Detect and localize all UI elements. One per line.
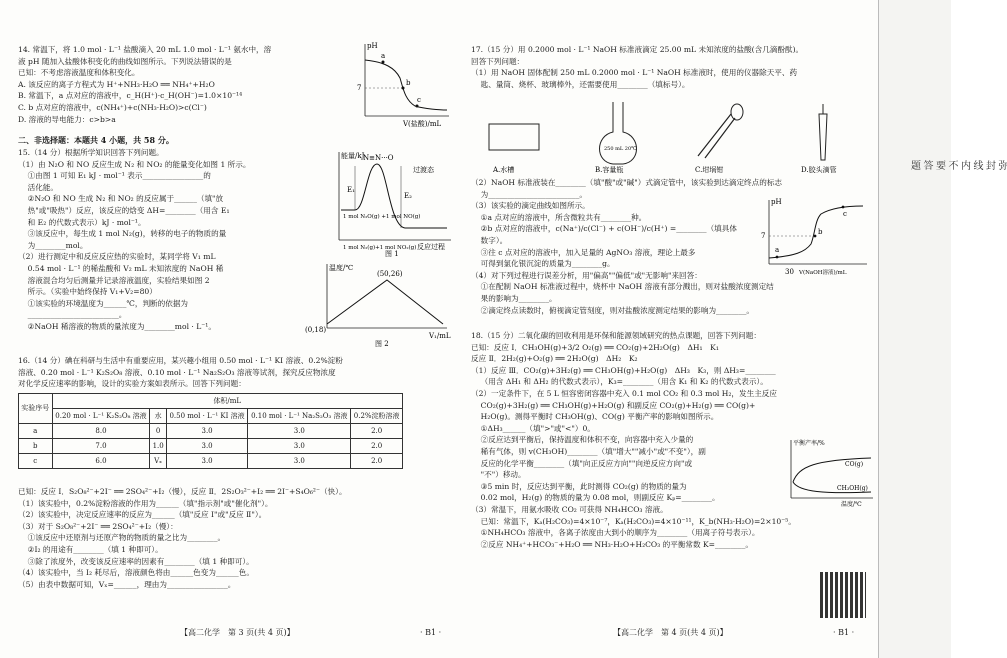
svg-text:C.坩埚钳: C.坩埚钳	[695, 166, 724, 174]
text-line: 14. 常温下，将 1.0 mol · L⁻¹ 盐酸滴入 20 mL 1.0 mol · L⁻¹ 氨水中，溶	[18, 45, 272, 54]
text-line: （1）该实验中，0.2%淀粉溶液的作用为______（填"指示剂"或"催化剂"）。	[18, 498, 273, 508]
text-line: （5）由表中数据可知，Vₓ=______，理由为________________。	[18, 579, 236, 589]
text-line: 匙、量筒、烧杯、玻璃棒外，还需要使用________（填标号）。	[471, 79, 690, 89]
svg-text:过渡态: 过渡态	[413, 166, 434, 174]
text-line: ③往 c 点对应的溶液中，加入足量的 AgNO₃ 溶液，理论上最多	[471, 247, 696, 257]
text-line: ①ΔH₃______（填">"或"<"）0。	[471, 423, 595, 433]
text-line: 可得到氯化银沉淀的质量为________g。	[471, 259, 615, 269]
text-line: （4）该实验中，当 I₂ 耗尽后，溶液颜色将由______色变为______色。	[18, 568, 254, 578]
svg-text:N≡N···O: N≡N···O	[363, 154, 394, 162]
ph-axis-label: pH	[367, 42, 378, 50]
text-line: 已知：不考虑溶液温度和体积变化。	[18, 68, 140, 78]
text-line: 16.（14 分）碘在科研与生活中有重要应用，某兴趣小组用 0.50 mol · L⁻¹ KI 溶液、0.2%淀粉	[18, 356, 343, 365]
margin-char: 要	[933, 160, 945, 172]
text-line: A. 该反应的离子方程式为 H⁺+NH₃·H₂O ══ NH₄⁺+H₂O	[18, 79, 215, 89]
point-a	[382, 61, 385, 64]
text-line: ②反应 NH₄⁺+HCO₃⁻+H₂O ══ NH₃·H₂O+H₂CO₃ 的平衡常数 K=________。	[471, 539, 753, 549]
text-line: （用含 ΔH₁ 和 ΔH₂ 的代数式表示），K₃=________（用含 K₁ 和 K₂ 的代数式表示）。	[471, 377, 768, 387]
text-line: 为________mol。	[18, 240, 88, 250]
question-15	[18, 147, 328, 333]
text-line: 回答下列问题：	[471, 56, 525, 66]
svg-text:c: c	[843, 210, 847, 218]
text-line: 已知：反应 Ⅰ．CH₃OH(g)+3/2 O₂(g) ══ CO₂(g)+2H₂O(g) ΔH₁ K₁	[471, 342, 719, 352]
energy-diagram-fig1	[325, 148, 455, 258]
text-line: （1）反应 Ⅲ．CO₂(g)+3H₂(g) ══ CH₃OH(g)+H₂O(g) ΔH₃ K₃，则 ΔH₃=________	[471, 365, 776, 375]
svg-text:c: c	[417, 96, 421, 104]
margin-char: 不	[946, 160, 957, 172]
svg-text:a: a	[381, 52, 386, 60]
text-line: （1）由 N₂O 和 NO 反应生成 N₂ 和 NO₂ 的能量变化如图 1 所示。	[18, 159, 251, 169]
text-line: 18.（15 分）二氧化碳的回收利用是环保和能源领域研究的热点课题，回答下列问题：	[471, 331, 761, 340]
svg-text:图 1: 图 1	[385, 250, 399, 258]
yield-curve-figure	[785, 436, 877, 508]
text-line: 15.（14 分）根据所学知识回答下列问题。	[18, 148, 164, 157]
text-line: （1）用 NaOH 固体配制 250 mL 0.2000 mol · L⁻¹ NaOH 标准液时，使用的仪器除天平、药	[471, 68, 798, 78]
text-line: 热"或"吸热"）反应，该反应的焓变 ΔH=________（用含 E₁	[18, 205, 230, 215]
point-c	[416, 105, 419, 108]
temperature-curve-fig2	[305, 258, 455, 350]
section-2-heading: 二、非选择题：本题共 4 小题，共 58 分。	[18, 135, 174, 145]
experiment-table: 实验序号 体积/mL 0.20 mol · L⁻¹ K₂S₂O₈ 溶液 水 0.50 mol · L⁻¹ KI 溶液 0.10 mol · L⁻¹ Na₂S₂O₃ 溶液 0.2%淀粉溶液 a 8.0 0 3.0 3.0 2.0 b 7.0 1.0 3.0 3.0 2.0 c 6.0 Vₓ 3.0 3.0 2.0	[18, 393, 403, 469]
text-line: ①由图 1 可知 E₁ kJ · mol⁻¹ 表示________________的	[18, 171, 211, 181]
svg-text:a: a	[775, 246, 780, 254]
svg-text:(50,26): (50,26)	[377, 270, 403, 278]
text-line: C. b 点对应的溶液中，c(NH₄⁺)+c(NH₃·H₂O)>c(Cl⁻)	[18, 102, 207, 112]
page-3-footer: 【高二化学 第 3 页(共 4 页)】	[180, 628, 295, 637]
text-line: ②b 点对应的溶液中，c(Na⁺)/c(Cl⁻) + c(OH⁻)/c(H⁺) =________（填具体	[471, 224, 737, 234]
text-line: D. 溶液的导电能力：c>b>a	[18, 114, 116, 124]
dropper-icon	[819, 104, 827, 160]
text-line: （3）常温下，用氨水吸收 CO₂ 可获得 NH₄HCO₃ 溶液。	[471, 504, 668, 514]
svg-text:E₂: E₂	[404, 192, 412, 200]
svg-text:CO(g): CO(g)	[845, 461, 864, 468]
volumetric-flask-icon	[600, 102, 637, 164]
crucible-tongs-icon	[698, 114, 735, 158]
text-line: ①在配制 NaOH 标准液过程中，烧杯中 NaOH 溶液有部分溅出，则对盐酸浓度测定结	[471, 282, 774, 292]
ph-x-label: V(盐酸)/mL	[403, 120, 442, 128]
text-line: ①该实验的环境温度为______℃，判断的依据为	[18, 298, 189, 308]
margin-char: 线	[971, 160, 982, 172]
text-line: 0.54 mol · L⁻¹ 的稀盐酸和 V₂ mL 未知浓度的 NaOH 稀	[18, 263, 224, 273]
text-line: 溶液混合均匀后测量并记录溶液温度，实验结果如图 2	[18, 275, 210, 285]
exam-page-3	[0, 0, 463, 658]
text-line: 活化能。	[18, 182, 59, 192]
text-line: 果的影响为________。	[471, 293, 557, 303]
svg-text:b: b	[818, 228, 823, 236]
svg-text:温度/℃: 温度/℃	[841, 501, 862, 508]
text-line: 为________________________。	[471, 189, 587, 199]
svg-text:pH: pH	[771, 198, 782, 206]
text-line: ①该反应中还原剂与还原产物的物质的量之比为________。	[18, 533, 226, 543]
text-line: （4）对下列过程进行误差分析，用"偏高""偏低"或"无影响"来回答：	[471, 270, 702, 280]
page-4-footer: 【高二化学 第 4 页(共 4 页)】	[613, 628, 728, 637]
question-16	[18, 355, 458, 390]
text-line: ②N₂O 和 NO 生成 N₂ 和 NO₂ 的反应属于______（填"放	[18, 194, 224, 204]
page-4-code: · B1 ·	[833, 628, 855, 637]
question-16-continued	[18, 486, 458, 590]
exam-page-4	[463, 0, 878, 658]
text-line: （3）对于 S₂O₈²⁻+2I⁻ ══ 2SO₄²⁻+I₂（慢）：	[18, 521, 178, 531]
table-row: b 7.0 1.0 3.0 3.0 2.0	[19, 439, 403, 454]
svg-text:30: 30	[785, 268, 794, 276]
text-line: ________________________。	[18, 310, 127, 320]
text-line: ②NaOH 稀溶液的物质的量浓度为________mol · L⁻¹。	[18, 321, 216, 331]
text-line: ③5 min 时，反应达到平衡，此时测得 CO₂(g) 的物质的量为	[471, 481, 687, 491]
text-line: "不"）移动。	[471, 470, 526, 480]
margin-char: 弥	[996, 160, 1007, 172]
svg-text:能量/kJ: 能量/kJ	[341, 152, 365, 160]
margin-char: 题	[908, 160, 920, 172]
margin-char: 封	[983, 160, 995, 172]
question-14	[18, 44, 348, 125]
svg-text:反应过程: 反应过程	[417, 243, 445, 251]
table-row: a 8.0 0 3.0 3.0 2.0	[19, 424, 403, 439]
text-line: 0.02 mol，H₂(g) 的物质的量为 0.08 mol，则副反应 Kₚ=________。	[471, 493, 720, 503]
text-line: 已知：常温下，Kₐ(H₂CO₃)=4×10⁻⁷，Kₐ(H₂CO₃)=4×10⁻¹¹，K_b(NH₃·H₂O)=2×10⁻⁵。	[471, 516, 796, 526]
text-line: ①a 点对应的溶液中，所含微粒共有________种。	[471, 212, 647, 222]
text-line: 数字）。	[471, 235, 508, 245]
text-line: （2）进行测定中和反应反应热的实验时，某同学将 V₁ mL	[18, 252, 216, 262]
text-line: 溶液、0.20 mol · L⁻¹ K₂S₂O₈ 溶液、0.10 mol · L⁻¹ Na₂S₂O₃ 溶液等试剂，探究反应物浓度	[18, 367, 336, 377]
margin-char: 内	[958, 160, 970, 172]
svg-text:V(NaOH溶液)/mL: V(NaOH溶液)/mL	[799, 270, 847, 276]
text-line: 反应的化学平衡________（填"向正反应方向""向逆反应方向"或	[471, 458, 693, 468]
svg-text:(0,18): (0,18)	[305, 326, 327, 334]
page-3-code: · B1 ·	[420, 628, 442, 637]
svg-text:CH₃OH(g): CH₃OH(g)	[837, 485, 868, 492]
text-line: H₂O(g)。测得平衡时 CH₃OH(g)、CO(g) 平衡产率的影响如图所示。	[471, 412, 719, 422]
svg-text:平衡产率/%: 平衡产率/%	[793, 440, 825, 447]
text-line: ②滴定终点读数时，俯视滴定管刻度，则对盐酸浓度测定结果的影响为________。	[471, 305, 755, 315]
svg-text:b: b	[406, 79, 411, 87]
text-line: ②反应达到平衡后，保持温度和体积不变，向容器中充入少量的	[471, 435, 694, 445]
svg-text:1 mol N₂O(g) +1 mol NO(g): 1 mol N₂O(g) +1 mol NO(g)	[343, 214, 421, 220]
table-row: c 6.0 Vₓ 3.0 3.0 2.0	[19, 454, 403, 469]
svg-text:7: 7	[357, 84, 362, 92]
text-line: 和 E₂ 的代数式表示）kJ · mol⁻¹。	[18, 217, 146, 227]
qr-code-icon	[820, 572, 866, 618]
svg-text:E₁: E₁	[347, 186, 355, 194]
text-line: ②I₂ 的用途有________（填 1 种即可）。	[18, 544, 163, 554]
seal-line-notice	[907, 150, 1007, 182]
water-trough-icon	[489, 124, 539, 150]
text-line: （2）一定条件下，在 5 L 恒容密闭容器中充入 0.1 mol CO₂ 和 0.3 mol H₂，发生主反应	[471, 388, 777, 398]
text-line: ③除了浓度外，改变该反应速率的因素有________（填 1 种即可）。	[18, 556, 254, 566]
text-line: （3）该实验的滴定曲线如图所示。	[471, 201, 590, 211]
titration-curve-figure	[755, 194, 873, 276]
binding-margin	[878, 0, 1007, 658]
svg-text:温度/℃: 温度/℃	[329, 264, 354, 272]
svg-text:图 2: 图 2	[375, 340, 389, 348]
text-line: CO₂(g)+3H₂(g) ══ CH₃OH(g)+H₂O(g) 和副反应 CO₂(g)+H₂(g) ══ CO(g)+	[471, 400, 756, 410]
svg-text:D.胶头滴管: D.胶头滴管	[801, 166, 837, 174]
text-line: ①NH₄HCO₃ 溶液中，各离子浓度由大到小的顺序为________（用离子符号表示）。	[471, 528, 760, 538]
text-line: 所示。（实验中始终保持 V₁+V₂=80）	[18, 287, 157, 297]
margin-char: 答	[921, 160, 932, 172]
text-line: ③该反应中，每生成 1 mol N₂(g)，转移的电子的物质的量	[18, 229, 227, 239]
point-b	[402, 87, 405, 90]
text-line: 17.（15 分）用 0.2000 mol · L⁻¹ NaOH 标准液滴定 25.00 mL 未知浓度的盐酸(含几滴酚酞)。	[471, 45, 804, 54]
text-line: 稀有气体，则 v(CH₃OH)________（填"增大""减小"或"不变"），副	[471, 446, 706, 456]
text-line: 液 pH 随加入盐酸体积变化的曲线如图所示。下列说法错误的是	[18, 56, 232, 66]
apparatus-figure	[483, 96, 863, 178]
ph-curve-figure	[345, 38, 455, 128]
text-line: B. 常温下，a 点对应的溶液中，c_H(H⁺)·c_H(OH⁻)=1.0×10⁻¹⁴	[18, 91, 243, 101]
text-line: 反应 Ⅱ．2H₂(g)+O₂(g) ══ 2H₂O(g) ΔH₂ K₂	[471, 354, 638, 364]
question-17	[471, 44, 876, 90]
svg-text:250 mL 20℃: 250 mL 20℃	[604, 146, 637, 152]
text-line: （2）NaOH 标准液装在________（填"酸"或"碱"）式滴定管中，该实验到达滴定终点的标志	[471, 178, 783, 187]
text-line: 对化学反应速率的影响，设计的实验方案如表所示。回答下列问题：	[18, 379, 246, 389]
svg-text:V₁/mL: V₁/mL	[429, 332, 451, 340]
text-line: 已知：反应 Ⅰ．S₂O₈²⁻+2I⁻ ══ 2SO₄²⁻+I₂（慢），反应 Ⅱ．2S₂O₃²⁻+I₂ ══ 2I⁻+S₄O₆²⁻（快）。	[18, 487, 347, 496]
text-line: （2）该实验中，决定反应速率的反应为______（填"反应 Ⅰ"或"反应 Ⅱ"）。	[18, 510, 267, 520]
svg-text:7: 7	[761, 232, 766, 240]
svg-text:1 mol N₂(g)+1 mol NO₂(g): 1 mol N₂(g)+1 mol NO₂(g)	[343, 245, 417, 251]
svg-text:A.水槽: A.水槽	[493, 166, 515, 174]
svg-text:B.容量瓶: B.容量瓶	[595, 166, 624, 174]
